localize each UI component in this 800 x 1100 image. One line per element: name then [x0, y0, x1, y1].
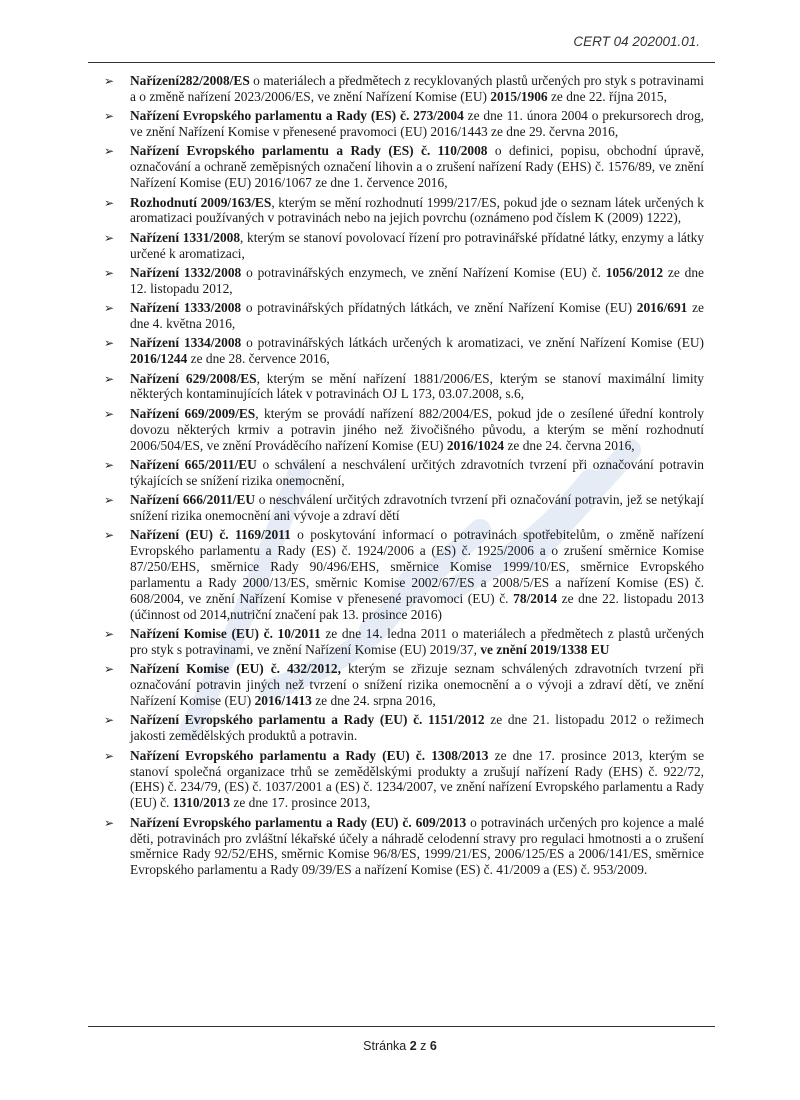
- arrow-bullet-icon: ➢: [104, 627, 115, 642]
- regulation-text: ze dne 4. května 2016,: [130, 300, 704, 332]
- regulation-reference: Nařízení 1331/2008: [130, 229, 241, 245]
- regulation-text: o poskytování informací o potravinách spotřebitelům, o změně nařízení Evropského parlamentu a Rady (ES) č. 1924/2006 a (ES) č. 1925/2006 a o zrušení směrnice Komise 87/250/EHS, směrnice Rady 90/496/EHS, směrnice Komise 1999/10/ES, směrnice Evropského parlamentu a Rady 2000/13/ES, směrnic Komise 2002/67/ES a 2008/5/ES a nařízení Komise (ES) č. 608/2004, ve znění Nařízení Komise v přenesené pravomoci (EU) č.: [130, 527, 704, 606]
- arrow-bullet-icon: ➢: [104, 109, 115, 124]
- regulation-text: kterým se zřizuje seznam schválených zdravotních tvrzení při označování potravin jiných než tvrzení o snížení rizika onemocnění a o vývoji a zdraví dětí, ve znění Nařízení Komise (EU): [130, 661, 704, 709]
- list-item: [100, 661, 704, 709]
- list-item: [100, 195, 704, 227]
- regulation-text: o potravinářských přídatných látkách, ve znění Nařízení Komise (EU): [241, 300, 637, 316]
- regulation-text: , kterým se mění rozhodnutí 1999/217/ES, pokud jde o seznam látek určených k aromatizaci používaných v potravinách nebo na jejich povrchu (oznámeno pod číslem K (2009) 1222),: [130, 194, 704, 226]
- regulation-reference: 2015/1906: [490, 88, 548, 104]
- regulation-text: , kterým se stanoví povolovací řízení pro potravinářské přídatné látky, enzymy a látky určené k aromatizaci,: [130, 229, 704, 261]
- list-item: [100, 748, 704, 812]
- list-item: [100, 143, 704, 191]
- list-item: [100, 335, 704, 367]
- footer-rule: [88, 1026, 715, 1027]
- page-label: Stránka: [363, 1039, 410, 1053]
- regulation-text: , kterým se provádí nařízení 882/2004/ES, pokud jde o zesílené úřední kontroly dovozu některých krmiv a potravin jiného než živočišného původu, a kterým se mění rozhodnutí 2006/504/ES, ve znění Prováděcího nařízení Komise (EU): [130, 405, 704, 453]
- regulation-text: o materiálech a předmětech z recyklovaných plastů určených pro styk s potravinami a o změně nařízení 2023/2006/ES, ve znění Nařízení Komise (EU): [130, 73, 704, 104]
- list-item: [100, 406, 704, 454]
- regulation-reference: Nařízení282/2008/ES: [130, 73, 250, 88]
- list-item: [100, 712, 704, 744]
- arrow-bullet-icon: ➢: [104, 195, 115, 210]
- regulation-text: ze dne 21. listopadu 2012 o režimech jakosti zemědělských produktů a potravin.: [130, 712, 704, 744]
- list-item: [100, 492, 704, 524]
- document-code: CERT 04 202001.01.: [573, 34, 700, 49]
- regulation-reference: 2016/1244: [130, 351, 188, 367]
- arrow-bullet-icon: ➢: [104, 336, 115, 351]
- regulation-reference: 78/2014: [513, 590, 558, 606]
- regulation-reference: Nařízení 1332/2008: [130, 264, 242, 280]
- page-number: [0, 1039, 800, 1053]
- regulation-reference: 2016/1024: [446, 437, 505, 453]
- arrow-bullet-icon: ➢: [104, 748, 115, 763]
- regulation-reference: Nařízení Evropského parlamentu a Rady (EU) č. 1151/2012: [130, 712, 485, 728]
- regulation-reference: 2016/1413: [254, 693, 312, 709]
- regulation-text: o schválení a neschválení určitých zdravotních tvrzení při označování potravin týkajících se snížení rizika onemocnění,: [130, 456, 704, 488]
- regulation-text: o neschválení určitých zdravotních tvrzení při označování potravin, jež se netýkají snížení rizika onemocnění ani vývoje a zdraví dětí: [130, 492, 704, 523]
- regulation-reference: Nařízení 665/2011/EU: [130, 456, 257, 472]
- arrow-bullet-icon: ➢: [104, 528, 115, 543]
- list-item: [100, 73, 704, 105]
- regulation-reference: Nařízení 629/2008/ES: [130, 370, 257, 386]
- regulation-text: ze dne 22. října 2015,: [547, 88, 667, 104]
- arrow-bullet-icon: ➢: [104, 265, 115, 280]
- regulation-text: ze dne 14. ledna 2011 o materiálech a předmětech z plastů určených pro styk s potravinami, ve znění Nařízení Komise (EU) 2019/37,: [130, 626, 704, 657]
- regulation-reference: Nařízení 1334/2008: [130, 335, 242, 351]
- regulation-reference: Nařízení 669/2009/ES: [130, 405, 256, 421]
- regulation-text: ze dne 17. prosince 2013,: [230, 795, 371, 811]
- regulation-reference: ve znění 2019/1338 EU: [480, 641, 610, 657]
- regulation-text: ze dne 24. června 2016,: [504, 437, 635, 453]
- page-separator: z: [416, 1039, 430, 1053]
- regulation-reference: Nařízení 1333/2008: [130, 300, 242, 316]
- regulation-reference: Nařízení Komise (EU) č. 432/2012,: [130, 661, 341, 677]
- regulation-reference: Nařízení Evropského parlamentu a Rady (ES) č. 110/2008: [130, 143, 488, 159]
- list-item: [100, 108, 704, 140]
- regulation-reference: Nařízení Evropského parlamentu a Rady (ES) č. 273/2004: [130, 108, 464, 124]
- list-item: [100, 815, 704, 879]
- list-item: [100, 265, 704, 297]
- regulation-list: [100, 73, 704, 882]
- arrow-bullet-icon: ➢: [104, 713, 115, 728]
- regulation-reference: Nařízení Evropského parlamentu a Rady (EU) č. 609/2013: [130, 814, 467, 830]
- regulation-text: ze dne 11. února 2004 o prekursorech drog, ve znění Nařízení Komise v přenesené pravomoci (EU) 2016/1443 ze dne 29. června 2016,: [130, 108, 704, 140]
- arrow-bullet-icon: ➢: [104, 662, 115, 677]
- arrow-bullet-icon: ➢: [104, 406, 115, 421]
- list-item: [100, 300, 704, 332]
- arrow-bullet-icon: ➢: [104, 301, 115, 316]
- regulation-reference: 2016/691: [636, 300, 688, 316]
- list-item: [100, 527, 704, 622]
- regulation-text: ze dne 22. listopadu 2013 (účinnost od 2014,nutriční značení pak 13. prosince 2016): [130, 590, 704, 622]
- arrow-bullet-icon: ➢: [104, 457, 115, 472]
- arrow-bullet-icon: ➢: [104, 371, 115, 386]
- regulation-reference: Nařízení Evropského parlamentu a Rady (EU) č. 1308/2013: [130, 747, 489, 763]
- arrow-bullet-icon: ➢: [104, 74, 115, 88]
- list-item: [100, 457, 704, 489]
- regulation-text: o potravinářských enzymech, ve znění Nařízení Komise (EU) č.: [241, 264, 606, 280]
- regulation-reference: Nařízení Komise (EU) č. 10/2011: [130, 626, 321, 642]
- regulation-text: ze dne 28. července 2016,: [187, 351, 330, 367]
- page-total: 6: [429, 1039, 437, 1053]
- regulation-text: ze dne 12. listopadu 2012,: [130, 264, 704, 296]
- arrow-bullet-icon: ➢: [104, 493, 115, 508]
- regulation-reference: Nařízení 666/2011/EU: [130, 492, 255, 508]
- regulation-text: ze dne 24. srpna 2016,: [311, 693, 436, 709]
- regulation-reference: 1310/2013: [172, 795, 231, 811]
- regulation-text: ze dne 17. prosince 2013, kterým se stanoví společná organizace trhů se zemědělskými produkty a zrušují nařízení Rady (EHS) č. 922/72, (EHS) č. 234/79, (ES) č. 1037/2001 a (ES) č. 1234/2007, ve znění nařízení Evropského parlamentu a Rady (EU) č.: [130, 747, 705, 811]
- arrow-bullet-icon: ➢: [104, 815, 115, 830]
- regulation-text: , kterým se mění nařízení 1881/2006/ES, kterým se stanoví maximální limity některých kontaminujících látek v potravinách OJ L 173, 03.07.2008, s.6,: [130, 370, 705, 402]
- list-item: [100, 371, 704, 403]
- regulation-text: o potravinářských látkách určených k aromatizaci, ve znění Nařízení Komise (EU): [241, 335, 705, 351]
- list-item: [100, 626, 704, 658]
- page-current: 2: [409, 1039, 417, 1053]
- regulation-text: o potravinách určených pro kojence a malé děti, potravinách pro zvláštní lékařské účely a náhradě celodenní stravy pro regulaci hmotnosti a o zrušení směrnice Rady 92/52/EHS, směrnic Komise 96/8/ES, 1999/21/ES, 2006/125/ES a 2006/141/ES, směrnice Evropského parlamentu a Rady 09/39/ES a nařízení Komise (ES) č. 41/2009 a (ES) č. 953/2009.: [130, 814, 704, 878]
- regulation-reference: Nařízení (EU) č. 1169/2011: [130, 527, 291, 543]
- header-rule: [88, 62, 715, 63]
- arrow-bullet-icon: ➢: [104, 230, 115, 245]
- arrow-bullet-icon: ➢: [104, 144, 115, 159]
- regulation-reference: 1056/2012: [605, 264, 664, 280]
- regulation-text: o definici, popisu, obchodní úpravě, označování a ochraně zeměpisných označení lihovin a o zrušení nařízení Rady (EHS) č. 1576/89, ve znění Nařízení Komise (EU) 2016/1067 ze dne 1. července 2016,: [130, 143, 705, 191]
- regulation-reference: Rozhodnutí 2009/163/ES: [130, 194, 272, 210]
- list-item: [100, 230, 704, 262]
